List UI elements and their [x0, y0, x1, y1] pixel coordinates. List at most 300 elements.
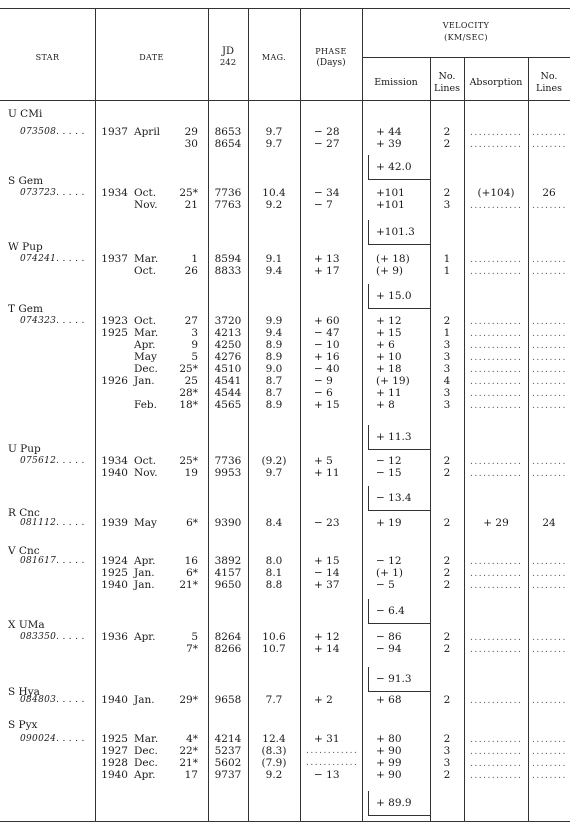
absorption-dots: [470, 695, 522, 707]
obs-year: 1923: [101, 315, 128, 327]
magnitude: 10.7: [262, 643, 286, 655]
obs-month: May: [134, 517, 157, 529]
absorption-dots: [470, 580, 522, 592]
star-number: 081112. . . . .: [20, 518, 85, 528]
obs-year: 1925: [101, 327, 128, 339]
obs-month: Mar.: [134, 253, 159, 265]
header-phase-days: (Days): [316, 58, 346, 68]
obs-year: 1936: [101, 631, 128, 643]
emission-line-count: 3: [443, 745, 451, 757]
obs-year: 1934: [101, 187, 128, 199]
julian-date: 8653: [214, 126, 242, 138]
emission-velocity: − 86: [376, 631, 402, 643]
julian-date: 7736: [214, 455, 242, 467]
magnitude: 10.4: [262, 187, 286, 199]
julian-date: 4157: [214, 567, 242, 579]
obs-month: Jan.: [134, 579, 155, 591]
obs-day: 22*: [179, 745, 198, 757]
phase-dots: [306, 745, 356, 757]
obs-month: Apr.: [134, 555, 156, 567]
julian-date: 4250: [214, 339, 242, 351]
header-star: STAR: [35, 53, 60, 62]
magnitude: (8.3): [261, 745, 287, 757]
obs-month: Jan.: [134, 694, 155, 706]
absorption-velocity: (+104): [477, 187, 515, 199]
header-jd-242: 242: [219, 58, 237, 68]
phase-days: + 12: [314, 631, 340, 643]
magnitude: 9.4: [265, 327, 283, 339]
absorption-dots: [470, 266, 522, 278]
phase-days: − 47: [314, 327, 340, 339]
emission-velocity: + 18: [376, 363, 402, 375]
julian-date: 8654: [214, 138, 242, 150]
mean-emission-velocity: + 11.3: [376, 431, 412, 443]
julian-date: 4213: [214, 327, 242, 339]
emission-line-count: 3: [443, 351, 451, 363]
phase-days: − 9: [314, 375, 333, 387]
obs-day: 17: [184, 769, 198, 781]
absorption-dots: [470, 770, 522, 782]
header-bottom-rule: [0, 100, 570, 101]
phase-days: + 15: [314, 555, 340, 567]
absorption-dots: [470, 644, 522, 656]
magnitude: 8.1: [265, 567, 283, 579]
obs-day: 25: [184, 375, 198, 387]
col-divider-phase: [362, 8, 363, 821]
emission-line-count: 2: [443, 138, 451, 150]
emission-line-count: 3: [443, 387, 451, 399]
obs-month: Oct.: [134, 265, 157, 277]
table-top-rule: [0, 8, 570, 9]
emission-line-count: 2: [443, 733, 451, 745]
absorption-count-dots: [532, 770, 566, 782]
magnitude: 7.7: [265, 694, 283, 706]
obs-day: 7*: [186, 643, 198, 655]
absorption-dots: [470, 758, 522, 770]
magnitude: 8.9: [265, 351, 283, 363]
absorption-dots: [470, 127, 522, 139]
emission-line-count: 3: [443, 363, 451, 375]
header-mag: MAG.: [261, 53, 287, 62]
absorption-count-dots: [532, 266, 566, 278]
col-divider-absorption: [528, 57, 529, 821]
emission-velocity: + 10: [376, 351, 402, 363]
obs-year: 1940: [101, 769, 128, 781]
emission-velocity: − 15: [376, 467, 402, 479]
julian-date: 8833: [214, 265, 242, 277]
absorption-count-dots: [532, 556, 566, 568]
julian-date: 5237: [214, 745, 242, 757]
absorption-dots: [470, 200, 522, 212]
emission-line-count: 2: [443, 517, 451, 529]
star-name: V Cnc: [8, 545, 40, 557]
emission-velocity: − 5: [376, 579, 395, 591]
emission-velocity: + 90: [376, 745, 402, 757]
emission-velocity: + 80: [376, 733, 402, 745]
absorption-count-dots: [532, 400, 566, 412]
star-number: 083350. . . . .: [20, 632, 85, 642]
star-name: S Gem: [8, 175, 44, 187]
obs-month: May: [134, 351, 157, 363]
obs-month: Oct.: [134, 455, 157, 467]
emission-line-count: 3: [443, 339, 451, 351]
mean-emission-velocity: +101.3: [376, 226, 415, 238]
header-absorption-lines: Lines: [536, 83, 562, 94]
absorption-count-dots: [532, 352, 566, 364]
absorption-dots: [470, 400, 522, 412]
obs-day: 4*: [186, 733, 198, 745]
emission-line-count: 2: [443, 694, 451, 706]
absorption-count-dots: [532, 200, 566, 212]
obs-day: 21*: [179, 757, 198, 769]
julian-date: 9658: [214, 694, 242, 706]
star-number: 081617. . . . .: [20, 556, 85, 566]
obs-month: Apr.: [134, 769, 156, 781]
magnitude: (7.9): [261, 757, 287, 769]
phase-days: − 28: [314, 126, 340, 138]
julian-date: 4565: [214, 399, 242, 411]
obs-day: 29*: [179, 694, 198, 706]
obs-year: 1937: [101, 126, 128, 138]
absorption-dots: [470, 568, 522, 580]
obs-month: Dec.: [134, 745, 158, 757]
star-number: 075612. . . . .: [20, 456, 85, 466]
emission-line-count: 1: [443, 327, 451, 339]
phase-days: + 60: [314, 315, 340, 327]
julian-date: 5602: [214, 757, 242, 769]
julian-date: 8264: [214, 631, 242, 643]
magnitude: 9.9: [265, 315, 283, 327]
phase-days: + 5: [314, 455, 333, 467]
absorption-count-dots: [532, 127, 566, 139]
absorption-dots: [470, 456, 522, 468]
absorption-dots: [470, 254, 522, 266]
magnitude: 10.6: [262, 631, 286, 643]
julian-date: 9737: [214, 769, 242, 781]
emission-velocity: + 12: [376, 315, 402, 327]
absorption-count-dots: [532, 632, 566, 644]
absorption-count-dots: [532, 316, 566, 328]
emission-line-count: 2: [443, 643, 451, 655]
col-divider-nlines: [464, 57, 465, 821]
absorption-count-dots: [532, 340, 566, 352]
obs-year: 1940: [101, 467, 128, 479]
phase-days: + 17: [314, 265, 340, 277]
absorption-dots: [470, 746, 522, 758]
emission-line-count: 2: [443, 187, 451, 199]
obs-year: 1940: [101, 579, 128, 591]
mean-emission-velocity: + 89.9: [376, 797, 412, 809]
magnitude: 9.1: [265, 253, 283, 265]
magnitude: 8.7: [265, 387, 283, 399]
col-divider-mag: [300, 8, 301, 821]
absorption-dots: [470, 364, 522, 376]
absorption-count-dots: [532, 328, 566, 340]
obs-year: 1925: [101, 733, 128, 745]
star-name: S Hya: [8, 686, 40, 698]
emission-line-count: 2: [443, 467, 451, 479]
obs-month: April: [134, 126, 161, 138]
emission-line-count: 2: [443, 631, 451, 643]
julian-date: 8266: [214, 643, 242, 655]
obs-month: Jan.: [134, 567, 155, 579]
phase-days: + 16: [314, 351, 340, 363]
absorption-dots: [470, 468, 522, 480]
obs-month: Nov.: [134, 199, 158, 211]
header-phase: PHASE: [315, 47, 347, 56]
absorption-count-dots: [532, 468, 566, 480]
emission-line-count: 2: [443, 126, 451, 138]
julian-date: 4541: [214, 375, 242, 387]
julian-date: 8594: [214, 253, 242, 265]
emission-velocity: + 8: [376, 399, 395, 411]
absorption-dots: [470, 316, 522, 328]
obs-day: 6*: [186, 567, 198, 579]
julian-date: 9953: [214, 467, 242, 479]
emission-line-count: 2: [443, 315, 451, 327]
header-emission-lines: Lines: [434, 83, 460, 94]
magnitude: 9.7: [265, 138, 283, 150]
phase-days: + 37: [314, 579, 340, 591]
magnitude: 8.8: [265, 579, 283, 591]
obs-year: 1928: [101, 757, 128, 769]
obs-year: 1925: [101, 567, 128, 579]
star-name: X UMa: [8, 619, 45, 631]
phase-days: + 14: [314, 643, 340, 655]
header-velocity: VELOCITY: [442, 21, 490, 30]
emission-velocity: + 90: [376, 769, 402, 781]
star-name: T Gem: [8, 303, 43, 315]
julian-date: 7736: [214, 187, 242, 199]
absorption-velocity: + 29: [483, 517, 509, 529]
absorption-count-dots: [532, 580, 566, 592]
absorption-count-dots: [532, 734, 566, 746]
absorption-line-count: 26: [542, 187, 556, 199]
obs-day: 29: [184, 126, 198, 138]
phase-days: − 6: [314, 387, 333, 399]
obs-day: 1: [191, 253, 198, 265]
star-name: U Pup: [8, 443, 41, 455]
obs-day: 5: [191, 351, 198, 363]
absorption-line-count: 24: [542, 517, 556, 529]
emission-line-count: 2: [443, 769, 451, 781]
magnitude: 8.7: [265, 375, 283, 387]
obs-month: Dec.: [134, 363, 158, 375]
absorption-count-dots: [532, 388, 566, 400]
header-date: DATE: [139, 53, 164, 62]
magnitude: 8.4: [265, 517, 283, 529]
star-name: R Cnc: [8, 507, 40, 519]
absorption-count-dots: [532, 376, 566, 388]
obs-day: 27: [184, 315, 198, 327]
magnitude: 9.7: [265, 467, 283, 479]
obs-month: Nov.: [134, 467, 158, 479]
obs-day: 19: [184, 467, 198, 479]
emission-line-count: 1: [443, 253, 451, 265]
obs-day: 3: [191, 327, 198, 339]
emission-velocity: (+ 1): [376, 567, 404, 579]
emission-velocity: (+ 18): [376, 253, 410, 265]
obs-year: 1940: [101, 694, 128, 706]
magnitude: 9.0: [265, 363, 283, 375]
phase-days: + 31: [314, 733, 340, 745]
phase-days: − 23: [314, 517, 340, 529]
julian-date: 4276: [214, 351, 242, 363]
mean-emission-velocity: − 6.4: [376, 605, 405, 617]
emission-velocity: + 6: [376, 339, 395, 351]
star-number: 074323. . . . .: [20, 316, 85, 326]
obs-month: Dec.: [134, 757, 158, 769]
emission-line-count: 2: [443, 579, 451, 591]
emission-line-count: 1: [443, 265, 451, 277]
julian-date: 4544: [214, 387, 242, 399]
obs-month: Feb.: [134, 399, 157, 411]
phase-days: − 40: [314, 363, 340, 375]
absorption-dots: [470, 556, 522, 568]
absorption-count-dots: [532, 695, 566, 707]
obs-day: 6*: [186, 517, 198, 529]
absorption-dots: [470, 340, 522, 352]
emission-velocity: + 39: [376, 138, 402, 150]
emission-line-count: 3: [443, 399, 451, 411]
magnitude: (9.2): [261, 455, 287, 467]
absorption-count-dots: [532, 364, 566, 376]
obs-year: 1937: [101, 253, 128, 265]
absorption-dots: [470, 139, 522, 151]
obs-year: 1927: [101, 745, 128, 757]
magnitude: 9.2: [265, 769, 283, 781]
julian-date: 4214: [214, 733, 242, 745]
obs-day: 21*: [179, 579, 198, 591]
obs-day: 9: [191, 339, 198, 351]
obs-month: Jan.: [134, 375, 155, 387]
julian-date: 3720: [214, 315, 242, 327]
emission-velocity: − 94: [376, 643, 402, 655]
obs-month: Apr.: [134, 631, 156, 643]
header-absorption: Absorption: [469, 77, 523, 88]
phase-days: + 11: [314, 467, 340, 479]
phase-days: − 10: [314, 339, 340, 351]
magnitude: 8.9: [265, 399, 283, 411]
phase-days: + 2: [314, 694, 333, 706]
absorption-dots: [470, 328, 522, 340]
absorption-count-dots: [532, 758, 566, 770]
emission-velocity: (+ 19): [376, 375, 410, 387]
obs-month: Oct.: [134, 187, 157, 199]
emission-line-count: 4: [443, 375, 451, 387]
emission-velocity: +101: [376, 187, 405, 199]
magnitude: 9.7: [265, 126, 283, 138]
col-divider-star: [95, 8, 96, 821]
magnitude: 8.9: [265, 339, 283, 351]
emission-velocity: + 44: [376, 126, 402, 138]
phase-days: − 27: [314, 138, 340, 150]
mean-emission-velocity: + 42.0: [376, 161, 412, 173]
star-number: 090024. . . . .: [20, 734, 85, 744]
star-number: 073723. . . . .: [20, 188, 85, 198]
emission-velocity: − 12: [376, 455, 402, 467]
obs-month: Mar.: [134, 733, 159, 745]
emission-velocity: + 68: [376, 694, 402, 706]
header-jd: JD: [221, 46, 235, 57]
julian-date: 3892: [214, 555, 242, 567]
obs-day: 28*: [179, 387, 198, 399]
magnitude: 9.4: [265, 265, 283, 277]
emission-velocity: + 11: [376, 387, 402, 399]
star-number: 073508. . . . .: [20, 127, 85, 137]
emission-velocity: + 15: [376, 327, 402, 339]
emission-velocity: +101: [376, 199, 405, 211]
emission-line-count: 2: [443, 455, 451, 467]
absorption-dots: [470, 734, 522, 746]
star-number: 084803. . . . .: [20, 695, 85, 705]
julian-date: 9390: [214, 517, 242, 529]
header-emission-no: No.: [438, 71, 456, 82]
emission-line-count: 3: [443, 757, 451, 769]
absorption-count-dots: [532, 456, 566, 468]
mean-emission-velocity: − 91.3: [376, 673, 412, 685]
emission-velocity: + 99: [376, 757, 402, 769]
magnitude: 8.0: [265, 555, 283, 567]
absorption-dots: [470, 376, 522, 388]
mean-emission-velocity: − 13.4: [376, 492, 412, 504]
table-bottom-rule: [0, 821, 570, 822]
obs-day: 18*: [179, 399, 198, 411]
phase-days: − 13: [314, 769, 340, 781]
obs-day: 26: [184, 265, 198, 277]
phase-days: + 13: [314, 253, 340, 265]
obs-year: 1939: [101, 517, 128, 529]
header-velocity-units: (KM/SEC): [444, 33, 488, 42]
obs-day: 21: [184, 199, 198, 211]
magnitude: 9.2: [265, 199, 283, 211]
emission-line-count: 2: [443, 567, 451, 579]
phase-days: − 34: [314, 187, 340, 199]
phase-days: − 14: [314, 567, 340, 579]
mean-emission-velocity: + 15.0: [376, 290, 412, 302]
absorption-count-dots: [532, 139, 566, 151]
obs-year: 1934: [101, 455, 128, 467]
absorption-dots: [470, 388, 522, 400]
obs-month: Apr.: [134, 339, 156, 351]
absorption-count-dots: [532, 568, 566, 580]
absorption-count-dots: [532, 254, 566, 266]
obs-month: Oct.: [134, 315, 157, 327]
obs-day: 5: [191, 631, 198, 643]
obs-month: Mar.: [134, 327, 159, 339]
phase-days: − 7: [314, 199, 333, 211]
absorption-dots: [470, 352, 522, 364]
star-number: 074241. . . . .: [20, 254, 85, 264]
emission-line-count: 2: [443, 555, 451, 567]
emission-line-count: 3: [443, 199, 451, 211]
obs-year: 1926: [101, 375, 128, 387]
obs-day: 25*: [179, 455, 198, 467]
absorption-dots: [470, 632, 522, 644]
emission-velocity: + 19: [376, 517, 402, 529]
julian-date: 9650: [214, 579, 242, 591]
star-name: S Pyx: [8, 719, 38, 731]
velocity-sub-rule: [362, 57, 570, 58]
obs-day: 30: [184, 138, 198, 150]
obs-day: 25*: [179, 363, 198, 375]
header-absorption-no: No.: [540, 71, 558, 82]
obs-day: 16: [184, 555, 198, 567]
emission-velocity: − 12: [376, 555, 402, 567]
julian-date: 4510: [214, 363, 242, 375]
absorption-count-dots: [532, 644, 566, 656]
obs-year: 1924: [101, 555, 128, 567]
